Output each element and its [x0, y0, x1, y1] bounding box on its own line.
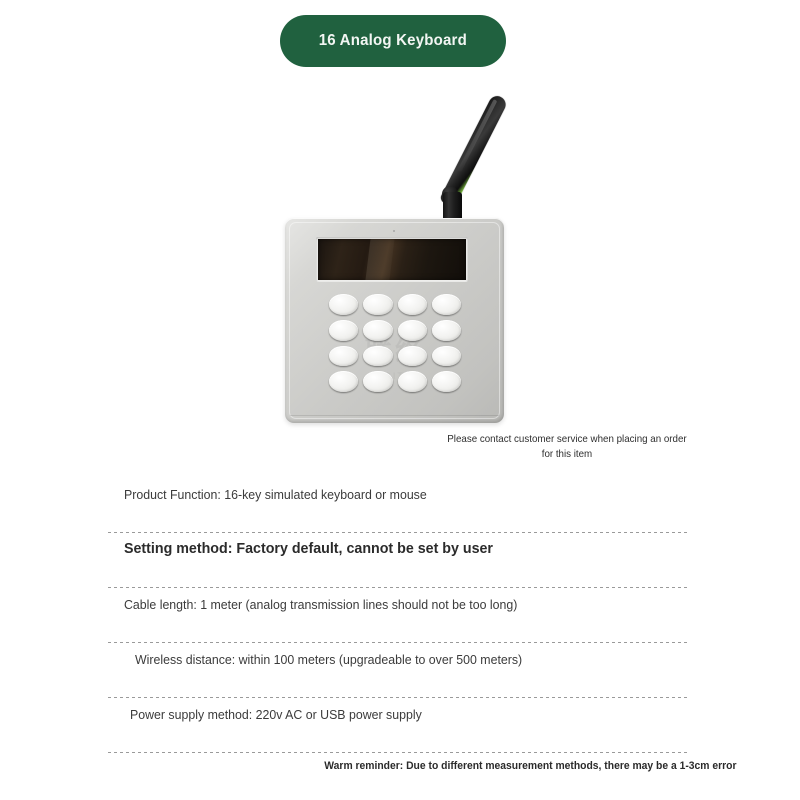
page-title: 16 Analog Keyboard	[318, 32, 468, 49]
keypad-key[interactable]	[363, 346, 392, 367]
header-title-pill	[280, 15, 506, 67]
keypad-key[interactable]	[432, 320, 461, 341]
keypad-key[interactable]	[432, 346, 461, 367]
spec-row-text: Setting method: Factory default, cannot be set by user	[124, 540, 493, 557]
keypad-key[interactable]	[363, 320, 392, 341]
image-watermark: 联络 DIGITAL	[365, 337, 425, 381]
keypad-key[interactable]	[398, 320, 427, 341]
lcd-display-screen	[318, 239, 466, 280]
spec-row-text: Wireless distance: within 100 meters (upgradeable to over 500 meters)	[135, 652, 523, 667]
keypad-key[interactable]	[398, 346, 427, 367]
spec-row-divider	[108, 752, 690, 753]
keypad-key[interactable]	[329, 294, 358, 315]
spec-row	[108, 533, 690, 588]
keypad-device-body	[285, 218, 504, 423]
spec-row	[108, 698, 690, 753]
keypad-key[interactable]	[363, 294, 392, 315]
specification-list	[108, 478, 690, 753]
spec-row-text: Cable length: 1 meter (analog transmission lines should not be too long)	[124, 597, 518, 612]
spec-row	[108, 478, 690, 533]
spec-row-text: Product Function: 16-key simulated keyboard or mouse	[124, 487, 427, 502]
keypad-key[interactable]	[432, 371, 461, 392]
lcd-display-frame	[316, 237, 468, 282]
product-photo	[270, 80, 540, 435]
lcd-glare	[366, 239, 395, 280]
keypad-key[interactable]	[432, 294, 461, 315]
keypad-key[interactable]	[363, 371, 392, 392]
status-led-icon	[393, 230, 395, 232]
keypad-key[interactable]	[398, 371, 427, 392]
warm-reminder-note: Warm reminder: Due to different measurement methods, there may be a 1-3cm error	[323, 760, 736, 772]
keypad-key[interactable]	[329, 346, 358, 367]
spec-row	[108, 643, 690, 698]
spec-row	[108, 588, 690, 643]
keypad-key[interactable]	[329, 371, 358, 392]
keypad-key[interactable]	[398, 294, 427, 315]
spec-row-text: Power supply method: 220v AC or USB power supply	[130, 707, 422, 722]
customer-service-note: Please contact customer service when placing an order for this item	[447, 433, 687, 460]
keypad-button-grid	[329, 294, 461, 392]
keypad-key[interactable]	[329, 320, 358, 341]
